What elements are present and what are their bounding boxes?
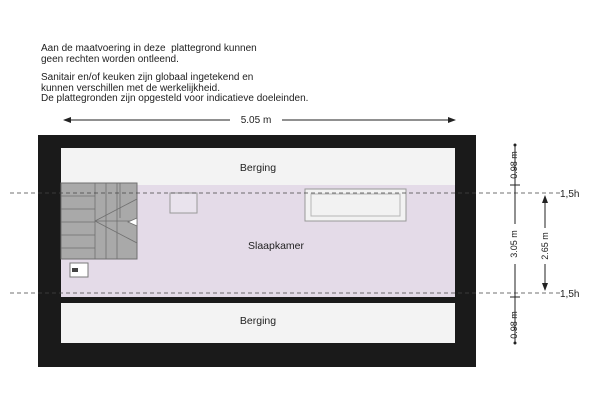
- staircase: [61, 183, 137, 259]
- radiator-valve: [72, 268, 78, 272]
- storage-room-bottom-label: Berging: [239, 315, 277, 327]
- bottom-strip-dimension: 0.98 m: [509, 311, 519, 339]
- inner-wall: [61, 297, 455, 303]
- middle-dimension: 3.05 m: [509, 230, 519, 258]
- note-line: Sanitair en/of keuken zijn globaal ingetekend en: [41, 72, 254, 83]
- width-dimension: [64, 112, 455, 126]
- height-line-bottom-label: 1,5h: [560, 289, 580, 300]
- headroom-dimension: 2.65 m: [540, 232, 550, 260]
- width-dimension-label: 5.05 m: [240, 115, 272, 126]
- note-line: geen rechten worden ontleend.: [41, 53, 179, 65]
- note-line: Aan de maatvoering in deze plattegrond kunnen: [41, 43, 257, 54]
- storage-room-top-label: Berging: [239, 162, 277, 174]
- height-line-top-label: 1,5h: [560, 189, 580, 200]
- skylight-small: [170, 193, 197, 213]
- top-strip-dimension: 0.98 m: [509, 151, 519, 179]
- note-line: kunnen verschillen met de werkelijkheid.: [41, 82, 220, 94]
- note-line: De plattegronden zijn opgesteld voor indicatieve doeleinden.: [41, 93, 309, 104]
- bedroom-label: Slaapkamer: [247, 240, 305, 252]
